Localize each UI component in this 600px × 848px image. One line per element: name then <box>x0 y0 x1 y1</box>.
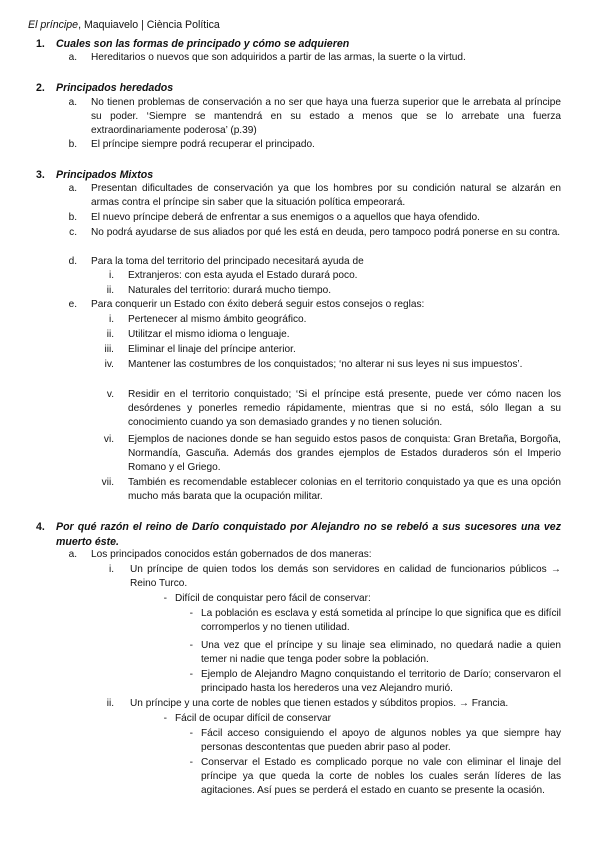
header-book-title: El príncipe <box>28 19 79 31</box>
header-rest: , Maquiavelo | Ciència Política <box>78 19 220 31</box>
sub-list-item <box>106 284 561 298</box>
list-marker: e. <box>68 299 77 310</box>
dash-item <box>163 712 561 726</box>
dash-marker: - <box>189 757 193 768</box>
list-item-text: Eliminar el linaje del príncipe anterior. <box>128 344 296 355</box>
list-item-text: Presentan dificultades de conservación ya que los hombres por su condición natural se alzarán en armas contra el príncipe sin saber que la situación política empeorará. <box>91 183 561 208</box>
sub-list-item <box>106 697 561 711</box>
list-marker: c. <box>69 227 77 238</box>
list-item <box>68 255 561 269</box>
section-number: 3. <box>36 169 45 181</box>
list-marker: vii. <box>101 477 114 488</box>
list-item-text: El príncipe siempre podrá recuperar el principado. <box>91 139 315 150</box>
list-item <box>68 182 561 210</box>
sub-list-item <box>104 358 561 372</box>
list-marker: iv. <box>104 359 114 370</box>
list-item-text: Para conquerir un Estado con éxito deberá seguir estos consejos o reglas: <box>91 299 425 310</box>
list-item <box>68 138 561 152</box>
list-item <box>69 226 561 240</box>
list-marker: d. <box>68 256 77 267</box>
dash-marker: - <box>189 640 193 651</box>
list-item-text: Para la toma del territorio del principado necesitará ayuda de <box>91 256 364 267</box>
list-marker: b. <box>68 212 77 223</box>
bullet-item <box>189 607 561 635</box>
sub-list-item <box>104 343 561 357</box>
sub-list-item <box>103 433 561 475</box>
bullet-item <box>189 639 561 667</box>
list-item-text: Ejemplos de naciones donde se han seguido estos pasos de conquista: Gran Bretaña, Borgoña, Normandía, Gascuña. Además dos grandes ejemplos de Estados duraderos són el Imperio Romano y el Griego. <box>128 434 561 473</box>
list-item-text: Un príncipe y una corte de nobles que tienen estados y súbditos propios. → Francia. <box>130 698 509 709</box>
list-item-text: También es recomendable establecer colonias en el territorio conquistado ya que es una opción mucho más barata que la ocupación militar. <box>128 477 561 502</box>
sub-list-item <box>101 476 561 504</box>
list-marker: ii. <box>106 698 114 709</box>
list-item <box>68 51 561 65</box>
list-item <box>68 96 561 138</box>
sub-list-item <box>108 313 561 327</box>
dash-marker: - <box>163 713 167 724</box>
list-item-text: Hereditarios o nuevos que son adquiridos a partir de las armas, la suerte o la virtud. <box>91 52 466 63</box>
section-title: Principados heredados <box>56 82 174 94</box>
sub-list-item <box>108 269 561 283</box>
list-marker: a. <box>68 52 77 63</box>
list-item-text: Una vez que el príncipe y su linaje sea eliminado, no quedará nadie a quien temer ni nadie que tenga poder sobre la población. <box>201 640 561 665</box>
bullet-item <box>189 668 561 696</box>
sub-list-item <box>106 328 561 342</box>
section-title: Por qué razón el reino de Darío conquistado por Alejandro no se rebeló a sus sucesores una vez muerto éste. <box>56 521 561 548</box>
list-item-text: El nuevo príncipe deberá de enfrentar a sus enemigos o a aquellos que haya ofendido. <box>91 212 480 223</box>
list-item <box>68 548 561 562</box>
section-heading <box>36 520 561 549</box>
list-item-text: Mantener las costumbres de los conquistados; ‘no alterar ni sus leyes ni sus impuestos’. <box>128 359 523 370</box>
section-number: 2. <box>36 82 45 94</box>
list-item-text: Fácil de ocupar difícil de conservar <box>175 713 331 724</box>
list-marker: i. <box>108 564 114 575</box>
list-item-text: Naturales del territorio: durará mucho tiempo. <box>128 285 332 296</box>
list-marker: ii. <box>106 285 114 296</box>
list-marker: i. <box>108 314 114 325</box>
sub-list-item <box>108 563 561 591</box>
list-item-text: La población es esclava y está sometida al príncipe lo que significa que es difícil corromperlos y no tienen utilidad. <box>201 608 561 633</box>
page-header <box>28 18 220 32</box>
list-item-text: Extranjeros: con esta ayuda el Estado durará poco. <box>128 270 358 281</box>
list-item-text: Difícil de conquistar pero fácil de conservar: <box>175 593 371 604</box>
dash-item <box>163 592 561 606</box>
list-item-text: No tienen problemas de conservación a no ser que haya una fuerza superior que le arrebata al príncipe su poder. ‘Siempre se mantendrá en su estado a menos que se lo arrebate una fuerza extraordinariamente poderosa’ (p.39) <box>91 97 561 136</box>
section-number: 4. <box>36 521 45 533</box>
list-item-text: Pertenecer al mismo ámbito geográfico. <box>128 314 307 325</box>
list-marker: b. <box>68 139 77 150</box>
dash-marker: - <box>189 728 193 739</box>
list-item-text: Residir en el territorio conquistado; ‘Si el príncipe está presente, puede ver cómo nacen los desórdenes y ponerles remedio rápidamente, mientras que si no está, sólo llegan a su conocimiento cuando ya son demasiado grandes y no tienen solución. <box>128 389 561 428</box>
section-title: Principados Mixtos <box>56 169 154 181</box>
section-title: Cuales son las formas de principado y cómo se adquieren <box>56 38 350 50</box>
list-marker: a. <box>68 183 77 194</box>
list-item-text: Los principados conocidos están gobernados de dos maneras: <box>91 549 372 560</box>
bullet-item <box>189 756 561 798</box>
dash-marker: - <box>189 669 193 680</box>
list-marker: a. <box>68 97 77 108</box>
list-marker: ii. <box>106 329 114 340</box>
dash-marker: - <box>189 608 193 619</box>
list-item <box>68 298 561 312</box>
list-item-text: No podrá ayudarse de sus aliados por qué les está en deuda, pero tampoco podrá ponerse en su contra. <box>91 227 561 238</box>
list-marker: i. <box>108 270 114 281</box>
list-item-text: Conservar el Estado es complicado porque no vale con eliminar el linaje del príncipe ya que queda la corte de nobles los cuales serán líderes de las agitaciones. Así pues se perderá el estado en cuanto se presente la ocasión. <box>201 757 561 796</box>
list-item-text: Ejemplo de Alejandro Magno conquistando el territorio de Darío; conservaron el principado hasta los herederos una vez Alejandro murió. <box>201 669 561 694</box>
list-marker: iii. <box>104 344 114 355</box>
bullet-item <box>189 727 561 755</box>
list-item-text: Utilitzar el mismo idioma o lenguaje. <box>128 329 290 340</box>
list-item <box>68 211 561 225</box>
list-marker: a. <box>68 549 77 560</box>
list-marker: v. <box>106 389 114 400</box>
list-item-text: Fácil acceso consiguiendo el apoyo de algunos nobles ya que siempre hay personas descontentas que pueden abrir paso al poder. <box>201 728 561 753</box>
section-number: 1. <box>36 38 45 50</box>
list-marker: vi. <box>103 434 114 445</box>
list-item-text: Un príncipe de quien todos los demás son servidores en calidad de funcionarios públicos → Reino Turco. <box>130 564 561 589</box>
sub-list-item <box>106 388 561 430</box>
dash-marker: - <box>163 593 167 604</box>
